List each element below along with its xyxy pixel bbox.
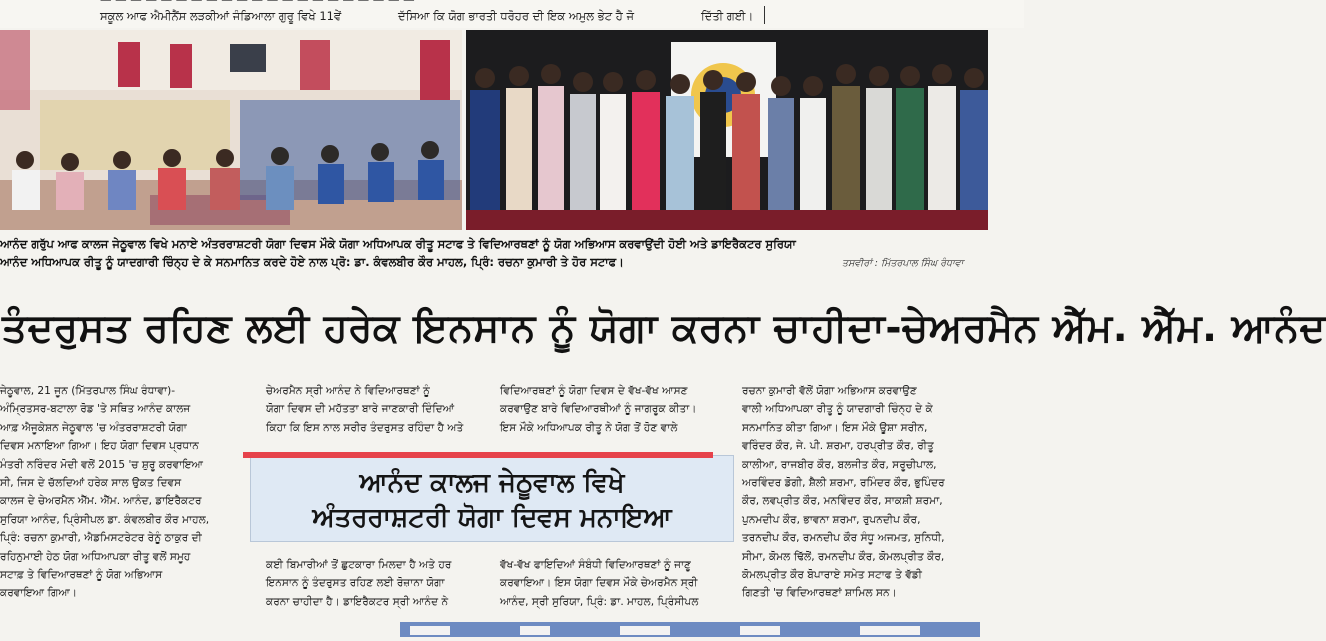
column-4-line: ਪੁਨਮਦੀਪ ਕੌਰ, ਭਾਵਨਾ ਸ਼ਰਮਾ, ਰੁਪਨਦੀਪ ਕੌਰ, — [742, 513, 921, 526]
column-3-line: ਵੱਖ-ਵੱਖ ਫਾਇਦਿਆਂ ਸੰਬੰਧੀ ਵਿਦਿਆਰਥਣਾਂ ਨੂੰ ਜਾਣੂ — [500, 559, 691, 571]
column-4-line: ਸੀਮਾ, ਕੋਮਲ ਢਿੱਲੋਂ, ਰਮਨਦੀਪ ਕੌਰ, ਕੋਮਲਪ੍ਰੀਤ ਕੌਰ, — [742, 550, 945, 563]
column-3-line: ਆਨੰਦ, ਸ੍ਰੀ ਸੁਰਿਯਾ, ਪ੍ਰਿੰ: ਡਾ. ਮਾਹਲ, ਪ੍ਰਿੰਸੀਪਲ — [500, 595, 699, 608]
column-4-line: ਤਰਨਦੀਪ ਕੌਰ, ਰਮਨਦੀਪ ਕੌਰ ਸੰਧੂ ਅਜਮਤ, ਸੁਨਿਧੀ, — [742, 532, 945, 545]
next-advertisement-banner — [400, 622, 980, 635]
column-1-line: ਕਾਲਜ ਦੇ ਚੇਅਰਮੈਨ ਐੱਮ. ਐੱਮ. ਆਨੰਦ, ਡਾਇਰੈਕਟਰ — [0, 495, 202, 508]
column-1-line: ਕਰਵਾਇਆ ਗਿਆ। — [0, 587, 78, 600]
highlight-box-line-1: ਆਨੰਦ ਕਾਲਜ ਜੇਠੂਵਾਲ ਵਿਖੇ — [359, 468, 625, 498]
article-column-3-bottom — [500, 556, 736, 614]
column-1-line: ਪ੍ਰਿੰ: ਰਚਨਾ ਕੁਮਾਰੀ, ਐਡਮਿਸਟਰੇਟਰ ਰੇਨੂੰ ਠਾਕੁਰ ਦੀ — [0, 532, 202, 545]
article-column-4 — [742, 382, 988, 614]
column-4-line: ਗਿਣਤੀ 'ਚ ਵਿਦਿਆਰਥਣਾਂ ਸ਼ਾਮਿਲ ਸਨ। — [742, 587, 897, 600]
column-1-line: ਜੇਠੂਵਾਲ, 21 ਜੂਨ (ਮਿੱਤਰਪਾਲ ਸਿੰਘ ਰੰਧਾਵਾ)- — [0, 385, 176, 397]
column-2-line: ਕਈ ਬਿਮਾਰੀਆਂ ਤੋਂ ਛੁਟਕਾਰਾ ਮਿਲਦਾ ਹੈ ਅਤੇ ਹਰ — [266, 559, 452, 571]
column-1-line: ਅੰਮ੍ਰਿਤਸਰ-ਬਟਾਲਾ ਰੋਡ 'ਤੇ ਸਥਿਤ ਆਨੰਦ ਕਾਲਜ — [0, 403, 191, 416]
yoga-session-photo — [0, 30, 462, 230]
column-3-line: ਕਰਵਾਉਣ ਬਾਰੇ ਵਿਦਿਆਰਥੀਆਂ ਨੂੰ ਜਾਗਰੂਕ ਕੀਤਾ। — [500, 403, 697, 416]
column-1-line: ਦਿਵਸ ਮਨਾਇਆ ਗਿਆ। ਇਹ ਯੋਗਾ ਦਿਵਸ ਪ੍ਰਧਾਨ — [0, 440, 199, 453]
column-2-line: ਕਰਨਾ ਚਾਹੀਦਾ ਹੈ। ਡਾਇਰੈਕਟਰ ਸ੍ਰੀ ਆਨੰਦ ਨੇ — [266, 595, 449, 608]
column-3-line: ਇਸ ਮੌਕੇ ਅਧਿਆਪਕ ਰੀਤੂ ਨੇ ਯੋਗ ਤੋਂ ਹੋਣ ਵਾਲੇ — [500, 421, 678, 434]
article-column-3-top — [500, 382, 736, 446]
column-4-line: ਰਚਨਾ ਕੁਮਾਰੀ ਵੱਲੋਂ ਯੋਗਾ ਅਭਿਆਸ ਕਰਵਾਉਣ — [742, 385, 917, 397]
felicitation-photo — [466, 30, 988, 230]
cut-line: — — — — — — — — — — — — — — — — — — — — — — [100, 0, 415, 7]
prev-article-text-left: ਸਕੂਲ ਆਫ ਐਮੀਨੈਂਸ ਲੜਕੀਆਂ ਜੰਡਿਆਲਾ ਗੁਰੂ ਵਿਖੇ 11ਵੇਂ — [100, 9, 342, 23]
article-column-2-bottom — [266, 556, 494, 614]
column-4-line: ਕਾਲੀਆ, ਰਾਜਬੀਰ ਕੌਰ, ਬਲਜੀਤ ਕੌਰ, ਸਰੂਚੀਪਾਲ, — [742, 458, 937, 471]
column-3-line: ਵਿਦਿਆਰਥਣਾਂ ਨੂੰ ਯੋਗਾ ਦਿਵਸ ਦੇ ਵੱਖ-ਵੱਖ ਆਸਣ — [500, 385, 688, 397]
column-4-line: ਕੋਮਲਪ੍ਰੀਤ ਕੌਰ ਬੋਪਾਰਾਏ ਸਮੇਤ ਸਟਾਫ ਤੇ ਵੱਡੀ — [742, 569, 922, 582]
highlight-box — [250, 455, 734, 542]
column-1-line: ਸੀ, ਜਿਸ ਦੇ ਚੱਲਦਿਆਂ ਹਰੇਕ ਸਾਲ ਉਕਤ ਦਿਵਸ — [0, 477, 182, 490]
previous-article-tail — [0, 0, 1024, 28]
photo-credit: ਤਸਵੀਰਾਂ : ਮਿੱਤਰਪਾਲ ਸਿੰਘ ਰੰਧਾਵਾ — [842, 258, 964, 269]
highlight-box-line-2: ਅੰਤਰਰਾਸ਼ਟਰੀ ਯੋਗਾ ਦਿਵਸ ਮਨਾਇਆ — [312, 503, 672, 533]
column-4-line: ਵਾਲੀ ਅਧਿਆਪਕਾ ਰੀਤੂ ਨੂੰ ਯਾਦਗਾਰੀ ਚਿੰਨ੍ਹ ਦੇ ਕੇ — [742, 403, 933, 416]
column-4-line: ਅਰਵਿੰਦਰ ਡੋਗੀ, ਸ਼ੈਲੀ ਸ਼ਰਮਾ, ਰਮਿੰਦਰ ਕੌਰ, ਭੁਪਿੰਦਰ — [742, 477, 945, 490]
column-1-line: ਸੁਰਿਯਾ ਆਨੰਦ, ਪ੍ਰਿੰਸੀਪਲ ਡਾ. ਕੰਵਲਬੀਰ ਕੌਰ ਮਾਹਲ, — [0, 513, 210, 526]
photo-caption-line-2: ਆਨੰਦ ਅਧਿਆਪਕ ਰੀਤੂ ਨੂੰ ਯਾਦਗਾਰੀ ਚਿੰਨ੍ਹ ਦੇ ਕੇ ਸਨਮਾਨਿਤ ਕਰਦੇ ਹੋਏ ਨਾਲ ਪ੍ਰੋ: ਡਾ. ਕੰਵਲਬੀਰ ਕੌਰ ਮਾਹਲ, ਪ੍ਰਿੰ: ਰਚਨਾ ਕੁਮਾਰੀ ਤੇ ਹੋਰ ਸਟਾਫ। — [0, 255, 624, 269]
highlight-box-accent-bar — [243, 452, 713, 458]
column-2-line: ਯੋਗਾ ਦਿਵਸ ਦੀ ਮਹੱਤਤਾ ਬਾਰੇ ਜਾਣਕਾਰੀ ਦਿੰਦਿਆਂ — [266, 403, 455, 416]
column-1-line: ਰਹਿਨੁਮਾਈ ਹੇਠ ਯੋਗ ਅਧਿਆਪਕਾ ਰੀਤੂ ਵਲੋਂ ਸਮੂਹ — [0, 550, 191, 563]
column-2-line: ਇਨਸਾਨ ਨੂੰ ਤੰਦਰੁਸਤ ਰਹਿਣ ਲਈ ਰੋਜ਼ਾਨਾ ਯੋਗਾ — [266, 577, 445, 590]
column-rule — [764, 6, 765, 24]
column-1-line: ਮੰਤਰੀ ਨਰਿੰਦਰ ਮੋਦੀ ਵਲੋਂ 2015 'ਚ ਸ਼ੁਰੂ ਕਰਵਾਇਆ — [0, 458, 204, 471]
column-1-line: ਸਟਾਫ਼ ਤੇ ਵਿਦਿਆਰਥਣਾਂ ਨੂੰ ਯੋਗ ਅਭਿਆਸ — [0, 569, 163, 582]
prev-article-text-right: ਦਿੱਤੀ ਗਈ। — [701, 9, 754, 23]
column-4-line: ਵਰਿੰਦਰ ਕੌਰ, ਜੇ. ਪੀ. ਸ਼ਰਮਾ, ਹਰਪ੍ਰੀਤ ਕੌਰ, ਰੀਤੂ — [742, 440, 934, 453]
column-4-line: ਸਨਮਾਨਿਤ ਕੀਤਾ ਗਿਆ। ਇਸ ਮੌਕੇ ਊਸ਼ਾ ਸਰੀਨ, — [742, 421, 928, 434]
column-3-line: ਕਰਵਾਇਆ। ਇਸ ਯੋਗਾ ਦਿਵਸ ਮੌਕੇ ਚੇਅਰਮੈਨ ਸ੍ਰੀ — [500, 577, 698, 590]
prev-article-text-mid: ਦੱਸਿਆ ਕਿ ਯੋਗ ਭਾਰਤੀ ਧਰੋਹਰ ਦੀ ਇਕ ਅਮੁਲ ਭੇਟ ਹੈ ਜੋ — [398, 9, 635, 23]
column-2-line: ਕਿਹਾ ਕਿ ਇਸ ਨਾਲ ਸਰੀਰ ਤੰਦਰੁਸਤ ਰਹਿੰਦਾ ਹੈ ਅਤੇ — [266, 421, 464, 434]
headline: ਤੰਦਰੁਸਤ ਰਹਿਣ ਲਈ ਹਰੇਕ ਇਨਸਾਨ ਨੂੰ ਯੋਗਾ ਕਰਨਾ ਚਾਹੀਦਾ-ਚੇਅਰਮੈਨ ਐੱਮ. ਐੱਮ. ਆਨੰਦ — [2, 306, 1326, 351]
photo-caption-line-1: ਆਨੰਦ ਗਰੁੱਪ ਆਫ ਕਾਲਜ ਜੇਠੂਵਾਲ ਵਿਖੇ ਮਨਾਏ ਅੰਤਰਰਾਸ਼ਟਰੀ ਯੋਗਾ ਦਿਵਸ ਮੌਕੇ ਯੋਗਾ ਅਧਿਆਪਕ ਰੀਤੂ ਸਟਾਫ ਤੇ ਵਿਦਿਆਰਥਣਾਂ ਨੂੰ ਯੋਗ ਅਭਿਆਸ ਕਰਵਾਉਂਦੀ ਹੋਈ ਅਤੇ ਡਾਇਰੈਕਟਰ ਸੁਰਿਯਾ — [0, 237, 796, 251]
article-column-1 — [0, 382, 240, 614]
column-2-line: ਚੇਅਰਮੈਨ ਸ੍ਰੀ ਆਨੰਦ ਨੇ ਵਿਦਿਆਰਥਣਾਂ ਨੂੰ — [266, 385, 430, 397]
column-4-line: ਕੌਰ, ਲਵਪ੍ਰੀਤ ਕੌਰ, ਮਨਵਿੰਦਰ ਕੌਰ, ਸਾਕਸ਼ੀ ਸ਼ਰਮਾ, — [742, 495, 943, 508]
column-1-line: ਆਫ਼ ਐਜੂਕੇਸ਼ਨ ਜੇਠੂਵਾਲ 'ਚ ਅੰਤਰਰਾਸ਼ਟਰੀ ਯੋਗਾ — [0, 421, 187, 434]
article-column-2-top — [266, 382, 494, 446]
